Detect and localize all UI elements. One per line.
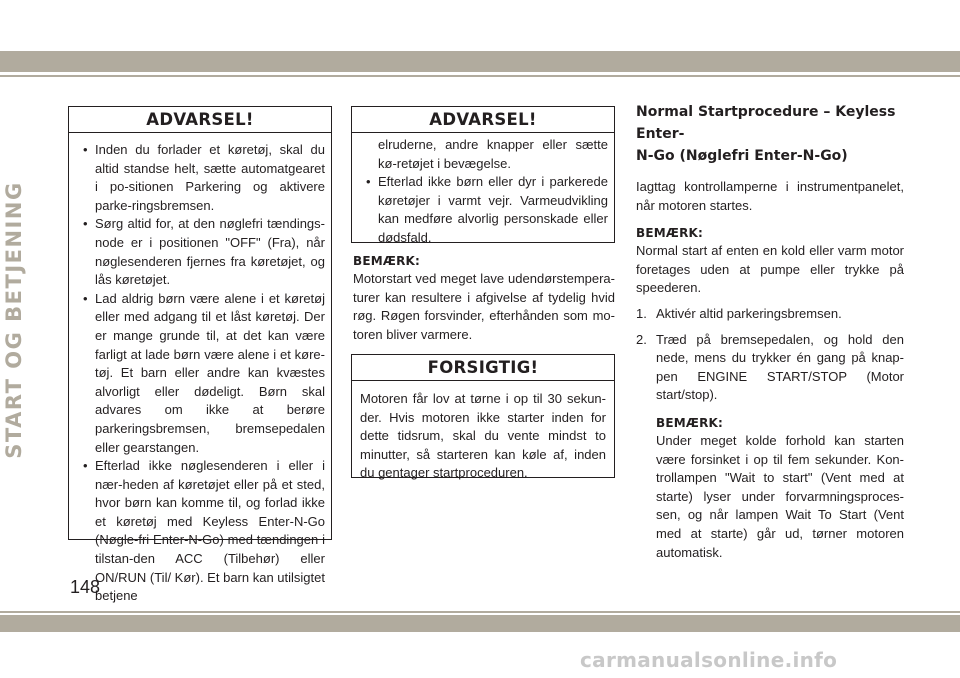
section-heading-line1: Normal Startprocedure – Keyless Enter- [636, 104, 896, 142]
header-rule [0, 75, 960, 77]
caution-box [351, 354, 615, 481]
warning-list-1 [75, 141, 325, 606]
note-block-col2 [353, 253, 615, 344]
warning-item: • Inden du forlader et køretøj, skal du altid standse helt, sætte automatgearet i po-sitionen Parkering og aktivere parke-ringsbremsen. [75, 141, 325, 215]
warning-list-2 [358, 173, 608, 247]
header-stripe [0, 51, 960, 72]
caution-title: FORSIGTIG! [352, 355, 614, 381]
sub-note-text: Under meget kolde forhold kan starten være forsinket i op til fem sekunder. Kon-trollampen "Wait to start" (Vent med at starte) lyser under forvarmningsproces-sen, og når lampen Wait To Start (Vent med at starte) går ud, tørner motoren automatisk. [656, 432, 904, 560]
step-item [636, 331, 904, 405]
note-label: BEMÆRK: [636, 226, 704, 241]
note-text: Normal start af enten en kold eller varm motor foretages uden at pumpe eller trykke på speederen. [636, 243, 904, 296]
intro-text: Iagttag kontrollamperne i instrumentpanelet, når motoren startes. [636, 179, 904, 213]
footer-rule [0, 611, 960, 613]
step-number: 1. [636, 305, 647, 321]
warning-item: • Efterlad ikke nøglesenderen i eller i nær-heden af køretøjet eller på et sted, hvor børn kan komme til, og forlad ikke et køretøj med Keyless Enter-N-Go (Nøgle-fri Enter-N-Go) med tændingen i tilstan-den ACC (Tilbehør) eller ON/RUN (Til/ Kør). Et barn kan utilsigtet betjene [75, 457, 325, 606]
procedure-section [636, 101, 904, 562]
top-margin [0, 0, 960, 51]
warning-box-2 [351, 106, 615, 243]
sub-note-block [636, 415, 904, 562]
warning-title-1: ADVARSEL! [69, 107, 331, 133]
warning-item: • Sørg altid for, at den nøglefri tændings-node er i positionen "OFF" (Fra), når nøglesenderen fjernes fra køretøjet, og lås køretøjet. [75, 215, 325, 289]
sub-note-label: BEMÆRK: [656, 415, 724, 430]
procedure-steps [636, 305, 904, 405]
caution-text: Motoren får lov at tørne i op til 30 sekun-der. Hvis motoren ikke starter inden for dette tidsrum, skal du vente mindst to minutter, så starteren kan køle af, inden du gentager startproceduren. [360, 391, 606, 481]
step-text: Træd på bremsepedalen, og hold den nede, mens du trykker én gang på knap-pen ENGINE START/STOP (Motor start/stop). [656, 331, 904, 403]
page-number: 148 [70, 577, 101, 597]
note-text: Motorstart ved meget lave udendørstempera-turer kan resultere i afgivelse af tydelig hvid røg. Røgen forsvinder, efterhånden som mo-toren bliver varmere. [353, 271, 615, 342]
warning-item: • Lad aldrig børn være alene i et køretøj eller med adgang til et låst køretøj. Der er mange grunde til, at det kan være farligt at lade børn være alene i et køre-tøj. Et barn eller andre kan kvæstes alvorligt eller dødeligt. Børn skal advares om ikke at berøre parkeringsbremsen, bremsepedalen eller gearstangen. [75, 290, 325, 457]
step-item [636, 305, 904, 324]
watermark: carmanualsonline.info [580, 648, 838, 672]
step-number: 2. [636, 331, 647, 347]
step-text: Aktivér altid parkeringsbremsen. [656, 305, 842, 321]
footer-stripe [0, 615, 960, 632]
warning-title-2: ADVARSEL! [352, 107, 614, 133]
section-heading-line2: N-Go (Nøglefri Enter-N-Go) [636, 148, 848, 164]
warning-continuation: elruderne, andre knapper eller sætte kø-retøjet i bevægelse. [378, 137, 608, 171]
note-label: BEMÆRK: [353, 254, 421, 268]
warning-item: • Efterlad ikke børn eller dyr i parkerede køretøjer i varmt vejr. Varmeudvikling kan medføre alvorlig personskade eller dødsfald. [358, 173, 608, 247]
chapter-title-text: START OG BETJENING [2, 181, 26, 459]
